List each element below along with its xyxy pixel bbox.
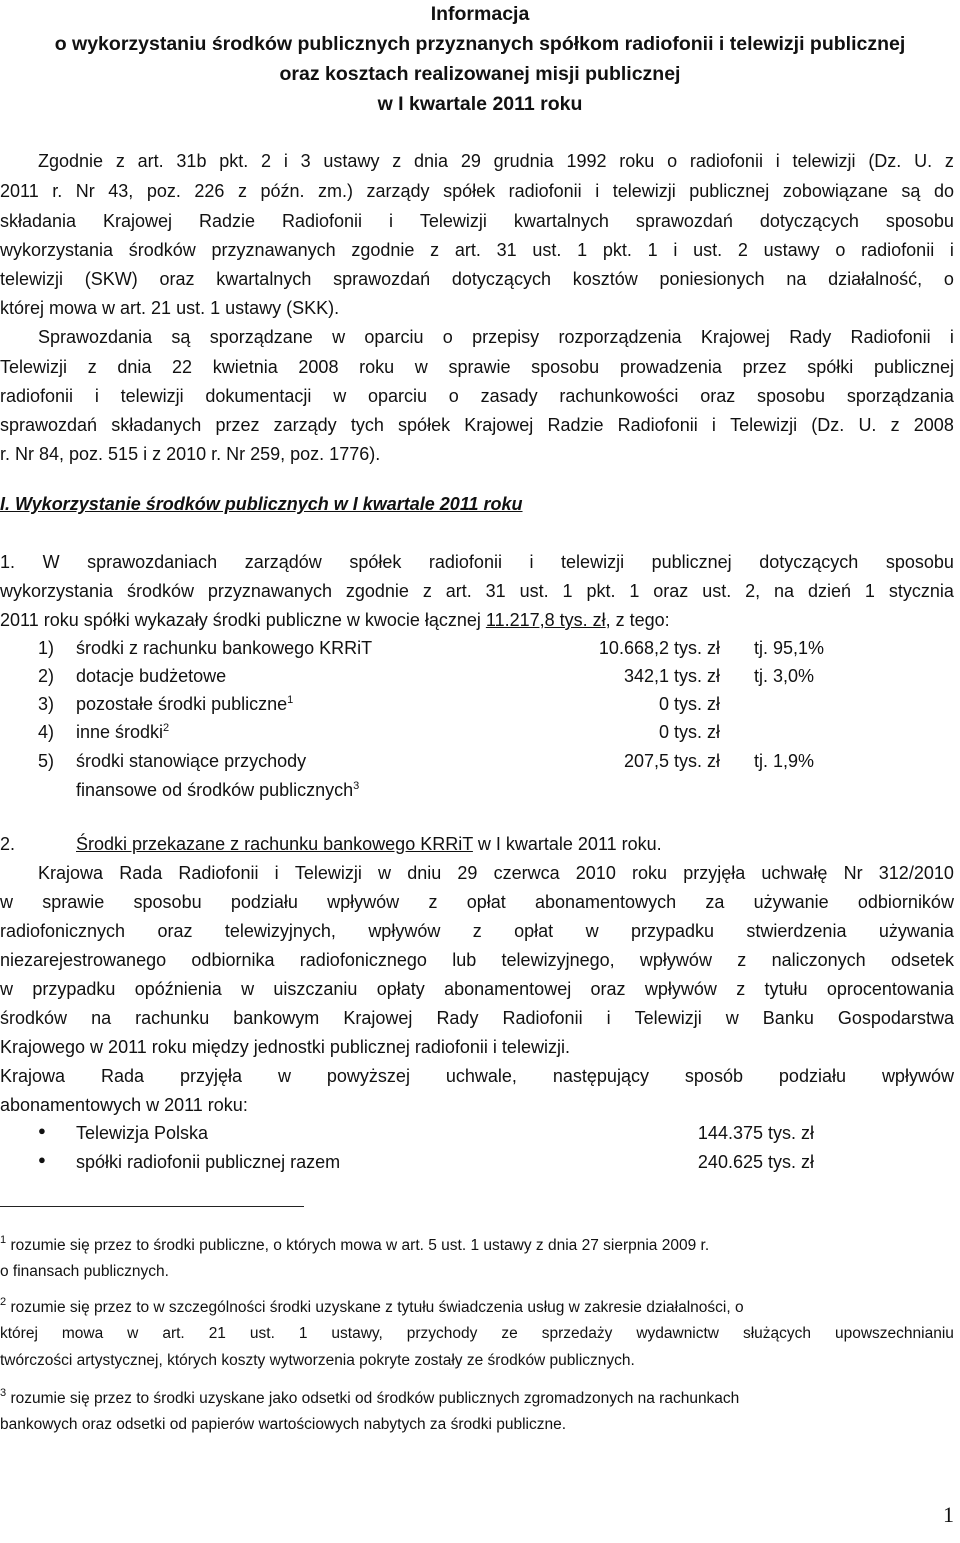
paragraph-line: Zgodnie z art. 31b pkt. 2 i 3 ustawy z dnia 29 grudnia 1992 roku o radiofonii i telewizji (Dz. U. z <box>38 151 954 171</box>
allocation-label: spółki radiofonii publicznej razem <box>76 1152 341 1172</box>
list-item-label-cont: finansowe od środków publicznych$^3$ <box>76 780 360 800</box>
footnote-separator <box>0 1206 304 1207</box>
paragraph-line: w sprawie sposobu podziału wpływów z opłat abonamentowych za używanie odbiorników <box>0 892 954 912</box>
list-item-number: 1) <box>38 638 55 658</box>
paragraph-line: wykorzystania środków przyznawanych zgodnie z art. 31 ust. 1 pkt. 1 i ust. 2 ustawy o radiofonii i <box>0 240 954 260</box>
list-item-percent: tj. 95,1% <box>754 638 825 658</box>
list-item-number: 2) <box>38 666 55 686</box>
paragraph-line: 1. W sprawozdaniach zarządów spółek radiofonii i telewizji publicznej dotyczących sposobu <box>0 552 954 572</box>
allocation-amount: 240.625 tys. zł <box>697 1152 814 1172</box>
list-item-percent: tj. 3,0% <box>754 666 815 686</box>
paragraph-line: abonamentowych w 2011 roku: <box>0 1095 248 1115</box>
footnote-ref: 3 <box>353 780 360 792</box>
list-item-number: 3) <box>38 694 55 714</box>
page-number: 1 <box>943 1502 954 1527</box>
list-item-amount: 207,5 tys. zł <box>623 751 720 771</box>
paragraph-line: niezarejestrowanego odbiornika radiofonicznego lub telewizyjnego, wpływów z naliczonych odsetek <box>0 950 954 970</box>
list-item-number: 4) <box>38 722 55 742</box>
footnote-1-cont: o finansach publicznych. <box>0 1263 169 1280</box>
list-item-amount: 342,1 tys. zł <box>623 666 720 686</box>
paragraph-line: telewizji (SKW) oraz kwartalnych sprawozdań dotyczących kosztów poniesionych na działalność, o <box>0 269 954 289</box>
allocation-label: Telewizja Polska <box>76 1123 209 1143</box>
paragraph-line: wykorzystania środków przyznawanych zgodnie z art. 31 ust. 1 pkt. 1 oraz ust. 2, na dzień 1 stycznia <box>0 581 954 601</box>
paragraph-line: radiofonicznych oraz telewizyjnych, wpływów z opłat w przypadku stwierdzenia używania <box>0 921 954 941</box>
paragraph-line: środków na rachunku bankowym Krajowej Rady Radiofonii i Telewizji w Banku Gospodarstwa <box>0 1008 954 1028</box>
list-item-percent: tj. 1,9% <box>754 751 815 771</box>
paragraph-line: składania Krajowej Radzie Radiofonii i Telewizji kwartalnych sprawozdań dotyczących sposobu <box>0 211 954 231</box>
allocation-amount: 144.375 tys. zł <box>697 1123 814 1143</box>
document-title-line: o wykorzystaniu środków publicznych przyznanych spółkom radiofonii i telewizji publicznej <box>54 33 906 55</box>
list-item-label: środki stanowiące przychody <box>76 751 307 771</box>
list-item-amount: 0 tys. zł <box>658 694 720 714</box>
footnote-2-cont: twórczości artystycznej, których koszty wytworzenia pokryte zostały ze środków publicznych. <box>0 1352 635 1369</box>
paragraph-line: radiofonii i telewizji dokumentacji w oparciu o zasady rachunkowości oraz sposobu sporządzania <box>0 386 954 406</box>
list-item-label: dotacje budżetowe <box>76 666 227 686</box>
document-title-line: w I kwartale 2011 roku <box>377 93 583 115</box>
paragraph-line: 2011 roku spółki wykazały środki publiczne w kwocie łącznej 11.217,8 tys. zł, z tego: <box>0 610 670 630</box>
list-item-label: inne środki$^2$ <box>76 722 170 742</box>
bullet-icon: ● <box>38 1152 46 1167</box>
paragraph-line: Krajowa Rada Radiofonii i Telewizji w dniu 29 czerwca 2010 roku przyjęła uchwałę Nr 312/2010 <box>38 863 954 883</box>
footnote-1: $^1$ rozumie się przez to środki publiczne, o których mowa w art. 5 ust. 1 ustawy z dnia 27 sierpnia 2009 r. <box>0 1234 710 1254</box>
paragraph-line: Telewizji z dnia 22 kwietnia 2008 roku w sprawie sposobu prowadzenia przez spółki publicznej <box>0 357 954 377</box>
list-item-label: pozostałe środki publiczne$^1$ <box>76 694 294 714</box>
footnote-2: $^2$ rozumie się przez to w szczególności środki uzyskane z tytułu świadczenia usług w zakresie działalności, o <box>0 1296 744 1316</box>
item-heading: Środki przekazane z rachunku bankowego KRRiT w I kwartale 2011 roku. <box>76 834 662 854</box>
section-heading: I. Wykorzystanie środków publicznych w I kwartale 2011 roku <box>0 494 523 514</box>
document-title-line: oraz kosztach realizowanej misji publicznej <box>279 63 681 85</box>
paragraph-line: Sprawozdania są sporządzane w oparciu o przepisy rozporządzenia Krajowej Rady Radiofonii i <box>38 327 954 347</box>
footnote-3-cont: bankowych oraz odsetki od papierów wartościowych nabytych za środki publiczne. <box>0 1416 567 1433</box>
item-number: 2. <box>0 834 16 854</box>
bullet-icon: ● <box>38 1123 46 1138</box>
paragraph-line: której mowa w art. 21 ust. 1 ustawy (SKK). <box>0 298 340 318</box>
list-item-amount: 0 tys. zł <box>658 722 720 742</box>
footnote-ref: 2 <box>163 722 170 734</box>
paragraph-line: Krajowego w 2011 roku między jednostki publicznej radiofonii i telewizji. <box>0 1037 570 1057</box>
list-item-label: środki z rachunku bankowego KRRiT <box>76 638 373 658</box>
list-item-amount: 10.668,2 tys. zł <box>598 638 720 658</box>
total-amount: 11.217,8 tys. zł <box>485 610 606 630</box>
paragraph-line: r. Nr 84, poz. 515 i z 2010 r. Nr 259, poz. 1776). <box>0 444 381 464</box>
paragraph-line: Krajowa Rada przyjęła w powyższej uchwale, następujący sposób podziału wpływów <box>0 1066 954 1086</box>
footnote-2-cont: której mowa w art. 21 ust. 1 ustawy, przychody ze sprzedaży wydawnictw służących upowszechnianiu <box>0 1325 954 1342</box>
footnote-3: $^3$ rozumie się przez to środki uzyskane jako odsetki od środków publicznych zgromadzonych na rachunkach <box>0 1387 740 1407</box>
paragraph-line: w przypadku opóźnienia w uiszczaniu opłaty abonamentowej oraz wpływów z tytułu oprocentowania <box>0 979 954 999</box>
paragraph-line: sprawozdań składanych przez zarządy tych spółek Krajowej Radzie Radiofonii i Telewizji (Dz. U. z 2008 <box>0 415 954 435</box>
document-title: Informacja <box>430 3 530 25</box>
paragraph-line: 2011 r. Nr 43, poz. 226 z późn. zm.) zarządy spółek radiofonii i telewizji publicznej zobowiązane są do <box>0 181 954 201</box>
list-item-number: 5) <box>38 751 55 771</box>
footnote-ref: 1 <box>287 694 294 706</box>
